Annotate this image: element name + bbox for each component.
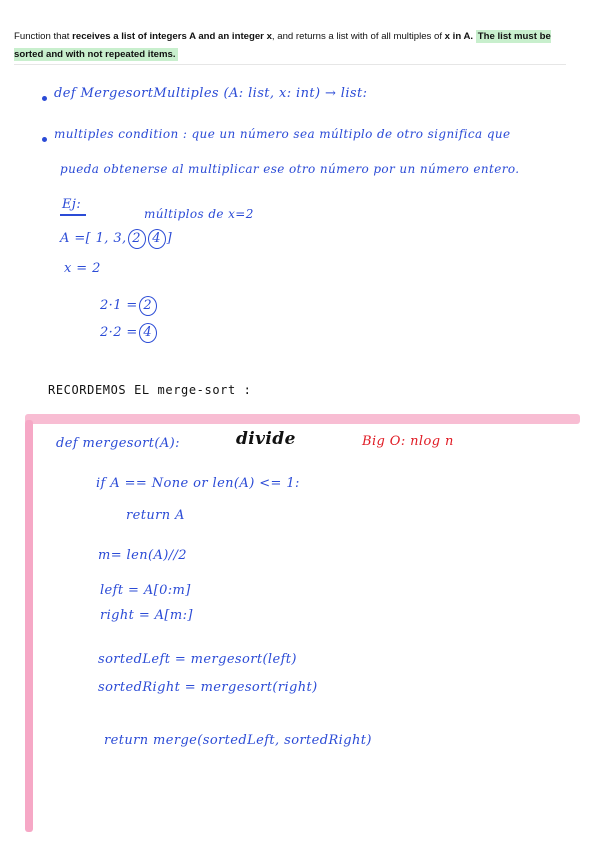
- code-return-a: return A: [126, 508, 185, 523]
- calc-two: [100, 323, 158, 343]
- calc-two-result: 4: [139, 323, 157, 343]
- big-o-note: Big O: nlog n: [362, 434, 454, 449]
- prompt-text-4: x in A.: [444, 31, 474, 42]
- prompt-text-3: , and returns a list with of all multiples of: [271, 31, 445, 42]
- divide-label: divide: [236, 429, 296, 449]
- bullet-dot: [42, 137, 47, 142]
- margin-marker: [25, 420, 33, 832]
- prompt-divider: [14, 64, 566, 65]
- calc-one-expr: 2·1 =: [100, 298, 138, 313]
- bullet-dot: [42, 96, 47, 101]
- recordemos-heading: RECORDEMOS EL merge-sort :: [48, 383, 252, 397]
- margin-marker-top: [25, 414, 580, 424]
- array-example: [60, 229, 172, 249]
- def-signature: def MergesortMultiples (A: list, x: int) → list:: [54, 86, 368, 101]
- example-underline: [60, 214, 86, 216]
- code-sorted-right: sortedRight = mergesort(right): [98, 680, 318, 695]
- problem-statement: [14, 28, 570, 64]
- calc-two-expr: 2·2 =: [100, 325, 138, 340]
- prompt-text-2: receives a list of integers A and an integer x: [72, 31, 272, 42]
- array-prefix: A =[ 1, 3,: [60, 231, 127, 246]
- calc-one: [100, 296, 158, 316]
- code-sorted-left: sortedLeft = mergesort(left): [98, 652, 297, 667]
- prompt-highlight: The list must be sorted and with not repeated items.: [14, 31, 551, 60]
- code-left: left = A[0:m]: [100, 583, 191, 598]
- multiples-condition-line2: pueda obtenerse al multiplicar ese otro número por un número entero.: [60, 162, 520, 176]
- calc-one-result: 2: [139, 296, 157, 316]
- code-mid: m= len(A)//2: [98, 548, 187, 563]
- code-right: right = A[m:]: [100, 608, 193, 623]
- code-return-merge: return merge(sortedLeft, sortedRight): [104, 733, 372, 748]
- circled-two: 2: [128, 229, 146, 249]
- multiples-condition-line1: multiples condition : que un número sea múltiplo de otro significa que: [54, 127, 511, 141]
- circled-four: 4: [148, 229, 166, 249]
- example-label: Ej:: [62, 197, 82, 212]
- array-suffix: ]: [166, 231, 173, 246]
- code-if: if A == None or len(A) <= 1:: [96, 476, 300, 491]
- multiplos-label: múltiplos de x=2: [144, 207, 254, 221]
- x-value: x = 2: [64, 261, 101, 276]
- code-def: def mergesort(A):: [56, 436, 180, 451]
- prompt-text-1: Function that: [14, 31, 73, 42]
